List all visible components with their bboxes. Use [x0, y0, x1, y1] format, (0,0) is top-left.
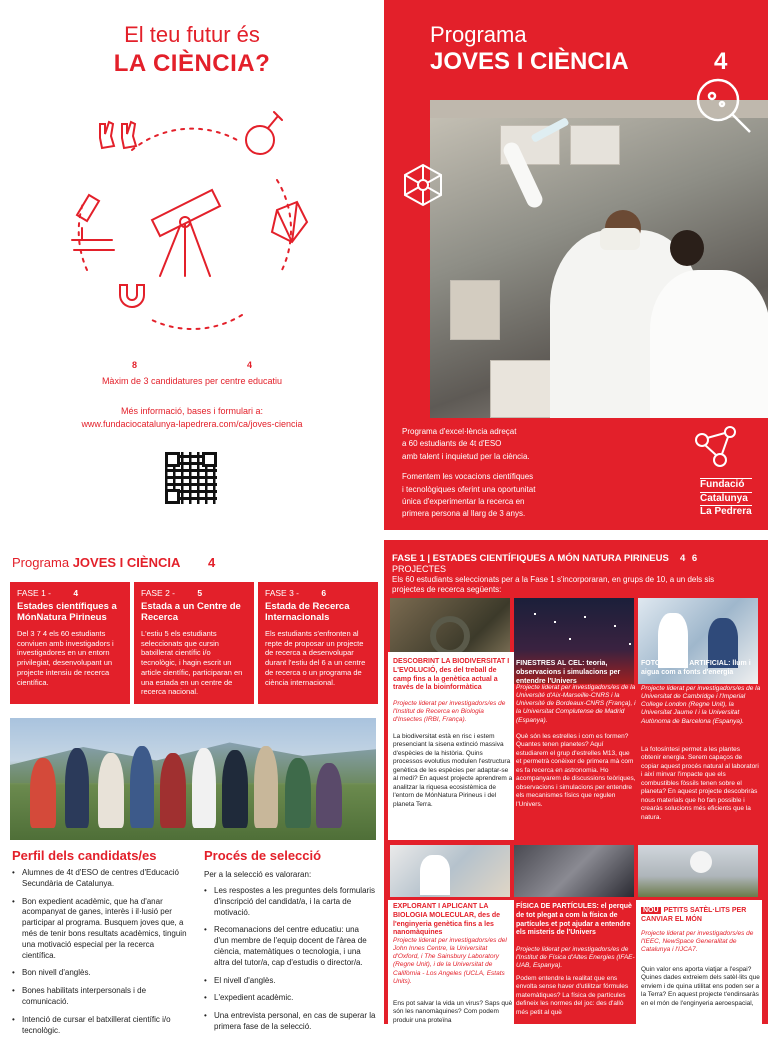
- network-icon: [398, 160, 448, 210]
- inside-program-header: Programa JOVES I CIÈNCIA: [12, 555, 181, 570]
- inside-edition: 4: [208, 555, 216, 570]
- project-5-lead: Projecte liderat per investigadors/es de l'Institut de Física d'Altes Energies (IFAE-UAB, Espanya).: [516, 946, 635, 970]
- cover-title-line2: LA CIÈNCIA?: [113, 50, 271, 77]
- cover-title-line1: El teu futur és: [124, 22, 260, 47]
- info-url-link[interactable]: www.fundaciocatalunya-lapedrera.com/ca/joves-ciencia: [81, 419, 303, 429]
- project-6-title: NOU PETITS SATÈL·LITS PER CANVIAR EL MÓN: [641, 907, 747, 923]
- project-3-body: La fotosíntesi permet a les plantes obtenir energia. Serem capaços de copiar aquest procés natural al laboratori i així minvar l'impacte que els combustibles fòssils tenen sobre el planeta? En aquest projecte descobriràs nous materials que ho fan possible i crearàs solucions més eficients que la natura.: [641, 746, 759, 821]
- project-3-lead: Projecte liderat per investigadors/es de la Universitat de Cambridge i l'Imperial College London (Regne Unit), la Universitat Jaume I i la Universitat Autònoma de Barcelona (Espanya).: [641, 685, 761, 725]
- list-item: • Bon expedient acadèmic, que ha d'anar acompanyat de ganes, interès i il·lusió per participar al programa. Busquem joves que, a més de tenir bons resultats acadèmics, tinguin una motivació especial per la recerca científica.: [12, 897, 190, 962]
- list-item: • El nivell d'anglès.: [204, 976, 376, 987]
- projects-subheader: PROJECTES: [392, 564, 447, 574]
- project-3-title: FOTOSÍNTESI ARTIFICIAL: llum i aigua com a fonts d'energia: [641, 660, 751, 676]
- list-item: • Intenció de cursar el batxillerat científic i/o tecnològic.: [12, 1015, 190, 1037]
- project-6-body: Quin valor ens aporta viatjar a l'espai? Quines dades extreiem dels satèl·lits que enviem i de quina utilitat ens poden ser a la Terra? En aquest projecte t'endinsaràs en el món de l'enginyeria aeroespacial,: [641, 966, 760, 1007]
- selection-list: [204, 886, 376, 1040]
- phase-3-title: Estada de Recerca Internacionals: [265, 601, 350, 624]
- selection-intro: Per a la selecció es valoraran:: [204, 870, 312, 879]
- projects-intro-2: projectes de recerca següents:: [392, 585, 502, 594]
- project-6-lead: Projecte liderat per investigadors/es de l'IEEC, NewSpace Generalitat de Catalunya i l'IJCA7.: [641, 930, 754, 954]
- molecular-lab-photo: [390, 845, 510, 897]
- project-2-body: Què són les estrelles i com es formen? Quantes tenen planetes? Aquí estudiarem el grup d'estrelles M13, que et permetrà conèixer de primera mà com es fa recerca en astronomia. Ho acompanyarem de discussions teòriques, observacions i simulacions per entendre els mecanismes físics que regulen l'Univers.: [516, 733, 636, 808]
- list-item: • Bon nivell d'anglès.: [12, 968, 190, 979]
- project-4-lead: Projecte liderat per investigadors/es del John Innes Centre, la Universitat d'Oxford, i The Sainsbury Laboratory (Regne Unit), i de la Universitat de Califòrnia - Los Angeles (UCLA, Estats Units).: [393, 937, 507, 985]
- list-item: • Recomanacions del centre educatiu: una d'un membre de l'equip docent de l'àrea de ciència, matemàtiques o tecnologia, i una altra del tutor/a, cap d'estudis o director/a.: [204, 925, 376, 968]
- list-item: • Les respostes a les preguntes dels formularis d'inscripció del candidat/a, i la carta de motivació.: [204, 886, 376, 918]
- project-1-title: DESCOBRINT LA BIODIVERSITAT I L'EVOLUCIÓ, des del treball de camp fins a la genètica actual a través de la bioinformàtica: [393, 658, 510, 692]
- list-item: • Bones habilitats interpersonals i de comunicació.: [12, 986, 190, 1008]
- project-5-title: FÍSICA DE PARTÍCULES: el perquè de tot plegat a com la física de partícules et pot ajudar a entendre els misteris de l'Univers: [516, 903, 632, 937]
- projects-intro-1: Els 60 estudiants seleccionats per a la Fase 1 s'incorporaran, en grups de 10, a un dels sis: [392, 575, 715, 584]
- cover-description: Programa d'excel·lència adreçat a 60 estudiants de 4t d'ESO amb talent i inquietud per la ciència. Fomentem les vocacions científiques i tecnològiques oferint una oportunitat única d'experimentar la recerca en primera persona al llarg de 3 anys.: [402, 427, 536, 519]
- selection-title: Procés de selecció: [204, 848, 322, 863]
- project-2-title: FINESTRES AL CEL: teoria, observacions i simulacions per entendre l'Univers: [516, 660, 621, 685]
- program-label: Programa: [430, 22, 527, 47]
- profile-title: Perfil dels candidats/es: [12, 848, 157, 863]
- phase1-header-nums: 4 6: [680, 553, 698, 564]
- molecule-icon: [690, 420, 750, 470]
- back-cover: [0, 0, 384, 530]
- project-5-body: Podem entendre la realitat que ens envolta sense haver d'utilitzar fórmules matemàtiques? La física de partícules defineix les normes del joc: des d'allò més petit al què: [516, 975, 629, 1016]
- qr-code[interactable]: [165, 452, 217, 504]
- edition-number: 4: [714, 48, 728, 75]
- more-info-label: Més informació, bases i formulari a:: [120, 406, 264, 416]
- magnifier-icon: [690, 70, 760, 150]
- project-1-body: La biodiversitat està en risc i estem presenciant la sisena extinció massiva d'espècies de la història. Quins processos evolutius modulen l'estructura genètica de les espècies per adaptar-se al medi? En aquest projecte aprendrem a analitzar la riquesa ecosistèmica de l'entorn de MónNatura Pirineus i del planeta Terra.: [393, 733, 513, 808]
- phase-2-card: FASE 2 - 5 Estada a un Centre de Recerca L'estiu 5 els estudiants seleccionats que cursin batxillerat científic i/o tecnològic, i hagin escrit un article científic, participaran en una estada en un centre de recerca nacional.: [134, 582, 254, 704]
- phase-3-card: FASE 3 - 6 Estada de Recerca Internacionals Els estudiants s'enfronten al repte de proposar un projecte de recerca a desenvolupar durant l'estiu del 6 a un centre de recerca o un programa de ciència internacional.: [258, 582, 378, 704]
- list-item: • L'expedient acadèmic.: [204, 993, 376, 1004]
- foundation-logo: Fundació Catalunya La Pedrera: [700, 479, 752, 517]
- program-name: JOVES I CIÈNCIA: [430, 48, 629, 75]
- phase-3-body: Els estudiants s'enfronten al repte de proposar un projecte de recerca a desenvolupar durant l'estiu del 6 a un centre de recerca o un programa de ciència internacional.: [265, 628, 366, 687]
- science-illustration: [62, 110, 322, 340]
- new-badge: NOU: [643, 907, 659, 914]
- phase-2-body: L'estiu 5 els estudiants seleccionats que cursin batxillerat científic i/o tecnològic, i hagin escrit un article científic, participaran en una estada en un centre de recerca nacional.: [141, 628, 243, 697]
- project-4-title: EXPLORANT I APLICANT LA BIOLOGIA MOLECULAR, des de l'enginyeria genètica fins a les nanomàquines: [393, 903, 501, 937]
- cover-digits: [0, 360, 384, 370]
- phase-1-card: FASE 1 - 4 Estades científiques a MónNatura Pirineus Del 3 7 4 els 60 estudiants conviuen amb investigadors i investigadores en un entorn privilegiat, desenvolupant un projecte intensiu de recerca científica.: [10, 582, 130, 704]
- phase-1-body: Del 3 7 4 els 60 estudiants conviuen amb investigadors i investigadores en un entorn privilegiat, desenvolupant un projecte intensiu de recerca científica.: [17, 628, 114, 687]
- digit-b: 4: [247, 360, 363, 370]
- phase-2-title: Estada a un Centre de Recerca: [141, 601, 241, 624]
- digit-a: 8: [131, 360, 247, 370]
- balloon-photo: [638, 845, 758, 897]
- profile-list: [12, 868, 190, 1043]
- list-item: • Una entrevista personal, en cas de superar la primera fase de la selecció.: [204, 1011, 376, 1033]
- project-1-lead: Projecte liderat per investigadors/es de l'Institut de Recerca en Biologia d'Insectes (IRBI, França).: [393, 700, 506, 724]
- max-candidatures: Màxim de 3 candidatures per centre educatiu: [101, 376, 283, 386]
- project-2-lead: Projecte liderat per investigadors/es de la Université d'Aix-Marseille-CNRS i la Université de Bordeaux-CNRS (França), i la Universitat Complutense de Madrid (Espanya).: [516, 684, 636, 724]
- project-4-body: Ens pot salvar la vida un virus? Saps què són les nanomàquines? Com podem produir una proteïna: [393, 1000, 513, 1024]
- particle-detector-photo: [514, 845, 634, 897]
- students-group-photo: [10, 718, 376, 840]
- list-item: • Alumnes de 4t d'ESO de centres d'Educació Secundària de Catalunya.: [12, 868, 190, 890]
- phase-1-title: Estades científiques a MónNatura Pirineus: [17, 601, 117, 624]
- phase1-header: FASE 1 | ESTADES CIENTÍFIQUES A MÓN NATURA PIRINEUS: [392, 553, 669, 564]
